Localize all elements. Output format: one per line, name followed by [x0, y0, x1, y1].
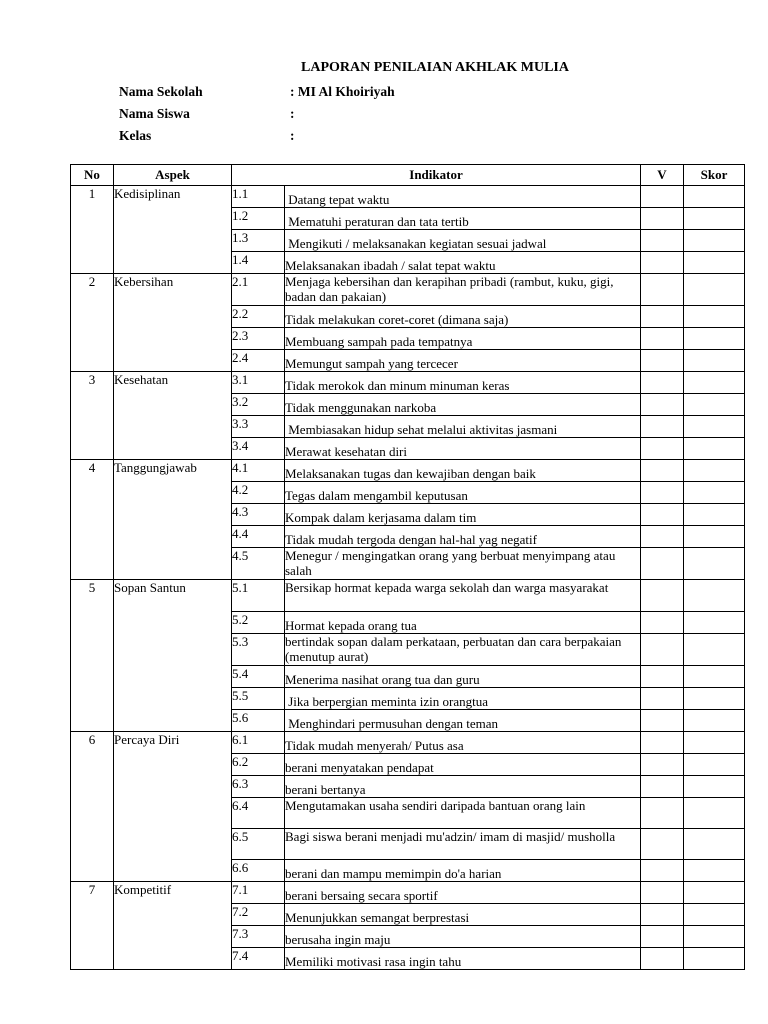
indicator-number: 6.3	[232, 776, 285, 798]
aspect-name: Percaya Diri	[114, 732, 232, 882]
check-cell[interactable]	[641, 688, 684, 710]
indicator-number: 7.2	[232, 904, 285, 926]
check-cell[interactable]	[641, 394, 684, 416]
indicator-text: Membuang sampah pada tempatnya	[285, 328, 641, 350]
check-cell[interactable]	[641, 252, 684, 274]
score-cell[interactable]	[684, 350, 745, 372]
check-cell[interactable]	[641, 710, 684, 732]
check-cell[interactable]	[641, 438, 684, 460]
table-row	[71, 372, 745, 394]
aspect-number: 1	[71, 186, 114, 274]
check-cell[interactable]	[641, 798, 684, 829]
score-cell[interactable]	[684, 460, 745, 482]
indicator-text: Melaksanakan ibadah / salat tepat waktu	[285, 252, 641, 274]
indicator-number: 5.2	[232, 612, 285, 634]
score-cell[interactable]	[684, 186, 745, 208]
score-cell[interactable]	[684, 882, 745, 904]
table-header-row	[71, 165, 745, 186]
check-cell[interactable]	[641, 776, 684, 798]
indicator-number: 7.4	[232, 948, 285, 970]
indicator-number: 2.1	[232, 274, 285, 306]
score-cell[interactable]	[684, 208, 745, 230]
indicator-text: Memiliki motivasi rasa ingin tahu	[285, 948, 641, 970]
score-cell[interactable]	[684, 666, 745, 688]
score-cell[interactable]	[684, 252, 745, 274]
check-cell[interactable]	[641, 754, 684, 776]
check-cell[interactable]	[641, 482, 684, 504]
indicator-number: 4.3	[232, 504, 285, 526]
indicator-number: 7.1	[232, 882, 285, 904]
score-cell[interactable]	[684, 612, 745, 634]
indicator-number: 6.5	[232, 829, 285, 860]
indicator-number: 4.5	[232, 548, 285, 580]
aspect-name: Sopan Santun	[114, 580, 232, 732]
indicator-number: 3.1	[232, 372, 285, 394]
check-cell[interactable]	[641, 328, 684, 350]
indicator-text: Melaksanakan tugas dan kewajiban dengan baik	[285, 460, 641, 482]
indicator-text: Jika berpergian meminta izin orangtua	[285, 688, 641, 710]
table-row	[71, 580, 745, 612]
aspect-name: Tanggungjawab	[114, 460, 232, 580]
indicator-number: 1.3	[232, 230, 285, 252]
check-cell[interactable]	[641, 230, 684, 252]
score-cell[interactable]	[684, 732, 745, 754]
check-cell[interactable]	[641, 882, 684, 904]
indicator-text: Kompak dalam kerjasama dalam tim	[285, 504, 641, 526]
indicator-number: 3.3	[232, 416, 285, 438]
indicator-text: Tidak melakukan coret-coret (dimana saja)	[285, 306, 641, 328]
indicator-text: berani bersaing secara sportif	[285, 882, 641, 904]
score-cell[interactable]	[684, 482, 745, 504]
indicator-number: 6.1	[232, 732, 285, 754]
indicator-number: 1.2	[232, 208, 285, 230]
score-cell[interactable]	[684, 710, 745, 732]
aspect-number: 7	[71, 882, 114, 970]
field-student-value: :	[290, 106, 295, 121]
indicator-number: 6.6	[232, 860, 285, 882]
indicator-text: Mengutamakan usaha sendiri daripada bantuan orang lain	[285, 798, 641, 829]
indicator-text: Tidak mudah tergoda dengan hal-hal yag negatif	[285, 526, 641, 548]
check-cell[interactable]	[641, 948, 684, 970]
field-student-label: Nama Siswa	[119, 106, 190, 121]
score-cell[interactable]	[684, 798, 745, 829]
check-cell[interactable]	[641, 860, 684, 882]
report-title: LAPORAN PENILAIAN AKHLAK MULIA	[301, 60, 569, 75]
indicator-number: 4.4	[232, 526, 285, 548]
indicator-number: 6.4	[232, 798, 285, 829]
indicator-number: 5.1	[232, 580, 285, 612]
check-cell[interactable]	[641, 306, 684, 328]
indicator-text: Mengikuti / melaksanakan kegiatan sesuai jadwal	[285, 230, 641, 252]
indicator-number: 5.3	[232, 634, 285, 666]
field-class-value: :	[290, 128, 295, 143]
check-cell[interactable]	[641, 926, 684, 948]
aspect-number: 2	[71, 274, 114, 372]
score-cell[interactable]	[684, 306, 745, 328]
indicator-text: Tegas dalam mengambil keputusan	[285, 482, 641, 504]
check-cell[interactable]	[641, 350, 684, 372]
assessment-table	[70, 164, 745, 970]
col-header-indikator: Indikator	[232, 165, 641, 186]
check-cell[interactable]	[641, 208, 684, 230]
check-cell[interactable]	[641, 732, 684, 754]
aspect-number: 4	[71, 460, 114, 580]
indicator-number: 7.3	[232, 926, 285, 948]
aspect-number: 5	[71, 580, 114, 732]
indicator-number: 4.1	[232, 460, 285, 482]
aspect-name: Kedisiplinan	[114, 186, 232, 274]
score-cell[interactable]	[684, 328, 745, 350]
check-cell[interactable]	[641, 460, 684, 482]
indicator-number: 4.2	[232, 482, 285, 504]
score-cell[interactable]	[684, 580, 745, 612]
indicator-text: Memungut sampah yang tercecer	[285, 350, 641, 372]
score-cell[interactable]	[684, 860, 745, 882]
check-cell[interactable]	[641, 580, 684, 612]
indicator-text: Tidak mudah menyerah/ Putus asa	[285, 732, 641, 754]
table-row	[71, 882, 745, 904]
indicator-number: 2.3	[232, 328, 285, 350]
check-cell[interactable]	[641, 186, 684, 208]
indicator-text: Mematuhi peraturan dan tata tertib	[285, 208, 641, 230]
aspect-name: Kesehatan	[114, 372, 232, 460]
score-cell[interactable]	[684, 438, 745, 460]
indicator-text: Menjaga kebersihan dan kerapihan pribadi (rambut, kuku, gigi, badan dan pakaian)	[285, 274, 641, 306]
score-cell[interactable]	[684, 754, 745, 776]
check-cell[interactable]	[641, 666, 684, 688]
check-cell[interactable]	[641, 612, 684, 634]
score-cell[interactable]	[684, 948, 745, 970]
score-cell[interactable]	[684, 688, 745, 710]
score-cell[interactable]	[684, 416, 745, 438]
check-cell[interactable]	[641, 634, 684, 666]
indicator-number: 5.4	[232, 666, 285, 688]
score-cell[interactable]	[684, 504, 745, 526]
check-cell[interactable]	[641, 504, 684, 526]
indicator-text: Tidak merokok dan minum minuman keras	[285, 372, 641, 394]
table-row	[71, 186, 745, 208]
indicator-text: Bersikap hormat kepada warga sekolah dan warga masyarakat	[285, 580, 641, 612]
indicator-text: Menerima nasihat orang tua dan guru	[285, 666, 641, 688]
indicator-number: 5.5	[232, 688, 285, 710]
indicator-number: 3.2	[232, 394, 285, 416]
score-cell[interactable]	[684, 372, 745, 394]
check-cell[interactable]	[641, 416, 684, 438]
indicator-number: 3.4	[232, 438, 285, 460]
score-cell[interactable]	[684, 634, 745, 666]
check-cell[interactable]	[641, 829, 684, 860]
indicator-number: 2.2	[232, 306, 285, 328]
indicator-text: Merawat kesehatan diri	[285, 438, 641, 460]
table-row	[71, 732, 745, 754]
aspect-number: 3	[71, 372, 114, 460]
score-cell[interactable]	[684, 904, 745, 926]
score-cell[interactable]	[684, 926, 745, 948]
score-cell[interactable]	[684, 230, 745, 252]
indicator-text: berusaha ingin maju	[285, 926, 641, 948]
indicator-text: bertindak sopan dalam perkataan, perbuatan dan cara berpakaian (menutup aurat)	[285, 634, 641, 666]
check-cell[interactable]	[641, 372, 684, 394]
indicator-text: Menegur / mengingatkan orang yang berbuat menyimpang atau salah	[285, 548, 641, 580]
indicator-text: berani menyatakan pendapat	[285, 754, 641, 776]
score-cell[interactable]	[684, 776, 745, 798]
aspect-number: 6	[71, 732, 114, 882]
check-cell[interactable]	[641, 548, 684, 580]
indicator-number: 5.6	[232, 710, 285, 732]
aspect-name: Kompetitif	[114, 882, 232, 970]
col-header-skor: Skor	[684, 165, 745, 186]
col-header-aspek: Aspek	[114, 165, 232, 186]
score-cell[interactable]	[684, 394, 745, 416]
indicator-text: Bagi siswa berani menjadi mu'adzin/ imam di masjid/ musholla	[285, 829, 641, 860]
indicator-number: 2.4	[232, 350, 285, 372]
score-cell[interactable]	[684, 526, 745, 548]
indicator-number: 1.1	[232, 186, 285, 208]
indicator-text: Menghindari permusuhan dengan teman	[285, 710, 641, 732]
score-cell[interactable]	[684, 829, 745, 860]
indicator-text: Hormat kepada orang tua	[285, 612, 641, 634]
indicator-text: Membiasakan hidup sehat melalui aktivitas jasmani	[285, 416, 641, 438]
indicator-text: Datang tepat waktu	[285, 186, 641, 208]
indicator-number: 6.2	[232, 754, 285, 776]
score-cell[interactable]	[684, 548, 745, 580]
indicator-text: berani bertanya	[285, 776, 641, 798]
field-class-label: Kelas	[119, 128, 152, 143]
aspect-name: Kebersihan	[114, 274, 232, 372]
field-school-label: Nama Sekolah	[119, 84, 203, 99]
table-row	[71, 460, 745, 482]
check-cell[interactable]	[641, 274, 684, 306]
table-row	[71, 274, 745, 306]
field-school-value: : MI Al Khoiriyah	[290, 84, 395, 99]
indicator-text: berani dan mampu memimpin do'a harian	[285, 860, 641, 882]
col-header-v: V	[641, 165, 684, 186]
score-cell[interactable]	[684, 274, 745, 306]
check-cell[interactable]	[641, 904, 684, 926]
indicator-number: 1.4	[232, 252, 285, 274]
col-header-no: No	[71, 165, 114, 186]
indicator-text: Menunjukkan semangat berprestasi	[285, 904, 641, 926]
check-cell[interactable]	[641, 526, 684, 548]
indicator-text: Tidak menggunakan narkoba	[285, 394, 641, 416]
